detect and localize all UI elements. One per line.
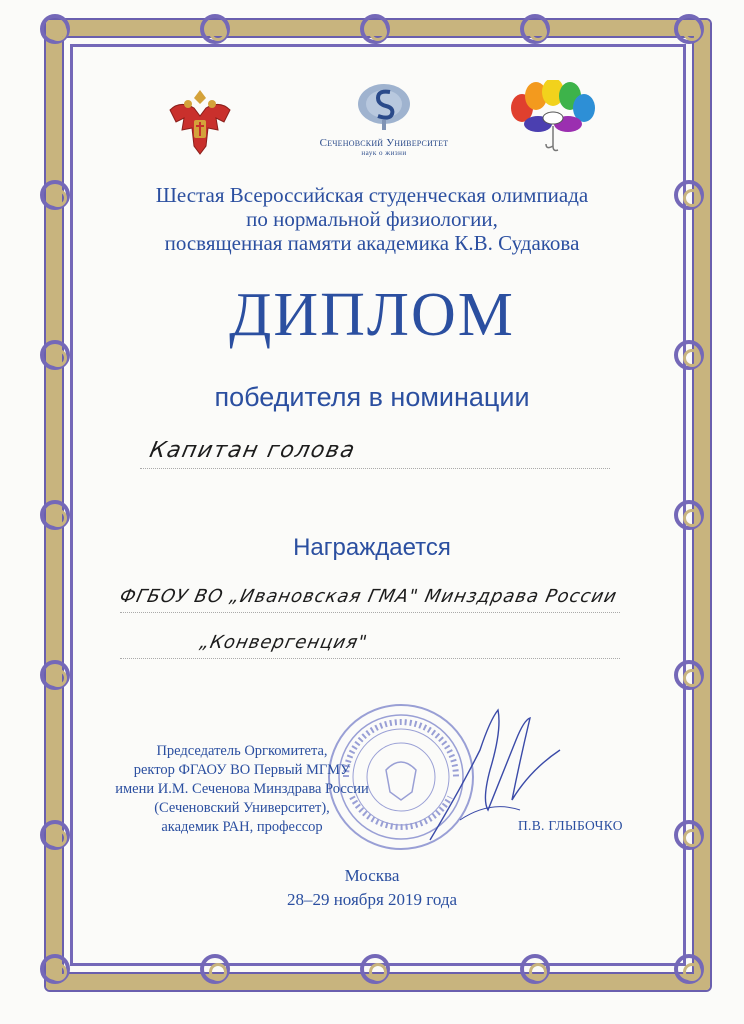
border-knot [674, 954, 704, 984]
border-knot [40, 14, 70, 44]
signer-line: ректор ФГАОУ ВО Первый МГМУ [133, 762, 351, 778]
border-knot [200, 14, 230, 44]
border-knot [674, 660, 704, 690]
place: Москва [344, 866, 400, 885]
date: 28–29 ноября 2019 года [286, 890, 458, 909]
border-knot [520, 14, 550, 44]
university-tagline: наук о жизни [361, 149, 407, 157]
heading-line: Шестая Всероссийская студенческая олимпиада [155, 183, 589, 207]
signer-title-block [112, 742, 372, 837]
border-knot [674, 820, 704, 850]
diploma-title: ДИПЛОМ [229, 281, 515, 349]
recipient-line-2: „Конвергенция" [197, 632, 370, 653]
border-knot [674, 340, 704, 370]
fill-line [120, 658, 620, 659]
border-knot [674, 500, 704, 530]
border-knot [360, 14, 390, 44]
tree-icon [354, 80, 414, 132]
nomination-value: Капитан голова [147, 438, 359, 463]
border-knot [40, 954, 70, 984]
signer-line: Председатель Оргкомитета, [156, 743, 328, 759]
border-knot [40, 660, 70, 690]
olympiad-logo-icon [508, 80, 598, 160]
awarded-label: Награждается [293, 534, 451, 561]
place-and-date [110, 864, 634, 912]
border-knot [360, 954, 390, 984]
signer-line: академик РАН, профессор [161, 819, 323, 835]
university-name: Сеченовский Университет [319, 137, 449, 149]
border-knot [200, 954, 230, 984]
signer-line: имени И.М. Сеченова Минздрава России [115, 781, 369, 797]
nomination-label: победителя в номинации [214, 382, 530, 412]
border-knot [40, 180, 70, 210]
border-knot [674, 14, 704, 44]
border-knot [520, 954, 550, 984]
fill-line [140, 468, 610, 469]
heading-line: по нормальной физиологии, [246, 207, 498, 231]
border-knot [40, 500, 70, 530]
heading-line: посвященная памяти академика К.В. Судакова [164, 231, 580, 255]
border-knot [40, 820, 70, 850]
recipient-line-1: ФГБОУ ВО „Ивановская ГМА" Минздрава России [117, 586, 620, 607]
olympiad-heading [110, 183, 634, 255]
russian-emblem-icon [160, 82, 240, 162]
fill-line [120, 612, 620, 613]
border-knot [674, 180, 704, 210]
signer-name: П.В. ГЛЫБОЧКО [518, 818, 623, 833]
border-knot [40, 340, 70, 370]
university-logo [314, 80, 454, 160]
signer-line: (Сеченовский Университет), [154, 800, 330, 816]
